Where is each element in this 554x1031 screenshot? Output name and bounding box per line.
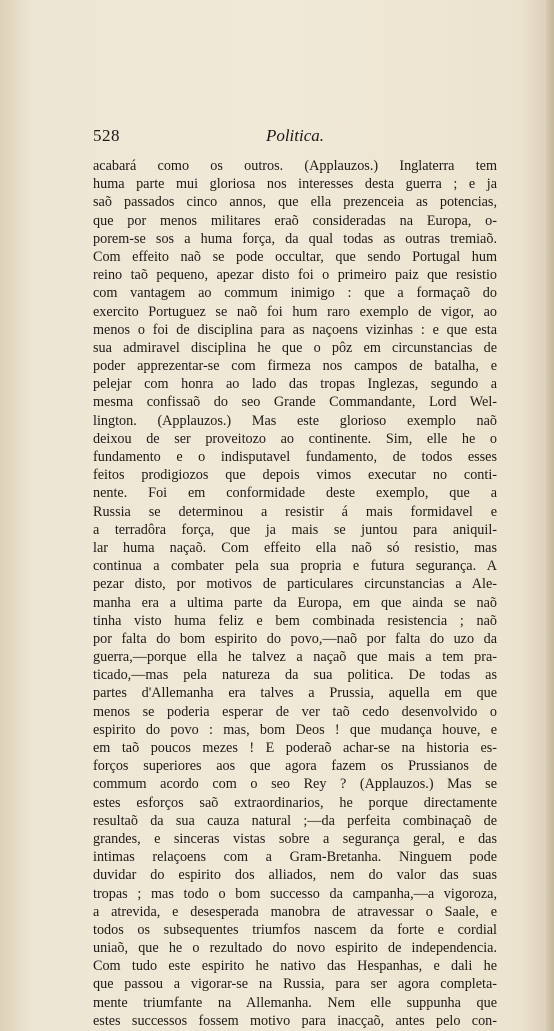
text-line: estes esforços saõ extraordinarios, he porque directamente — [93, 794, 497, 811]
text-line: poder apprezentar-se com firmeza nos campos de batalha, e — [93, 358, 497, 375]
body-text — [93, 157, 497, 1030]
text-line: intimas relaçoens com a Gram-Bretanha. Ninguem pode — [93, 849, 497, 866]
page-edge-shadow — [546, 0, 554, 1031]
text-line: com vantagem ao commum inimigo : que a formaçaõ do — [93, 285, 497, 302]
text-line: partes d'Allemanha era talves a Prussia, aquella em que — [93, 685, 497, 702]
text-line: guerra,—porque ella he talvez a naçaõ que mais a tem pra- — [93, 649, 497, 666]
text-line: que passou a vigorar-se na Russia, para ser agora completa- — [93, 976, 497, 993]
text-line: que por menos militares eraõ consideradas na Europa, o- — [93, 212, 497, 229]
text-line: reino taõ pequeno, apezar disto foi o primeiro paiz que resistio — [93, 267, 497, 284]
text-line: em taõ poucos mezes ! E poderaõ achar-se na historia es- — [93, 740, 497, 756]
text-line: feitos prodigiozos que depois vimos executar no conti- — [93, 467, 497, 484]
running-head — [93, 126, 497, 148]
text-line: lar huma naçaõ. Com effeito ella naõ só resistio, mas — [93, 539, 497, 556]
page-number: 528 — [93, 126, 120, 145]
text-line: tropas ; mas todo o bom successo da campanha,—a vigoroza, — [93, 885, 497, 902]
text-line: mente triumfante na Allemanha. Nem elle suppunha que — [93, 994, 497, 1011]
text-line: mesma confissaõ do seo Grande Commandante, Lord Wel- — [93, 394, 497, 411]
text-line: tinha visto huma feliz e bem combinada resistencia ; naõ — [93, 612, 497, 629]
text-line: pelejar com honra ao lado das tropas Inglezas, segundo a — [93, 376, 497, 393]
text-line: Russia se determinou a resistir á mais formidavel e — [93, 503, 497, 520]
text-line: continua a combater pela sua propria e futura segurança. A — [93, 558, 497, 575]
text-line: ticado,—mas pela natureza da sua politica. De todas as — [93, 667, 497, 684]
text-line: deixou de ser proveitozo ao continente. Sim, elle he o — [93, 430, 497, 447]
text-line: menos o foi de disciplina para as naçoens vizinhas : e que esta — [93, 321, 497, 338]
text-line: nente. Foi em conformidade deste exemplo, que a — [93, 485, 497, 502]
text-line: sua admiravel disciplina he que o pôz em circunstancias de — [93, 339, 497, 356]
text-line: estes successos fossem motivo para inacçaõ, antes pelo con- — [93, 1012, 497, 1029]
text-line: huma parte mui gloriosa nos interesses desta guerra ; e ja — [93, 176, 497, 193]
text-line: resultaõ da sua cauza natural ;—da perfeita combinaçaõ de — [93, 812, 497, 829]
text-line: por falta do bom espirito do povo,—naõ por falta do uzo da — [93, 630, 497, 647]
text-line: lington. (Applauzos.) Mas este glorioso exemplo naõ — [93, 412, 497, 429]
text-line: todos os subsequentes triumfos nascem da forte e cordial — [93, 921, 497, 938]
text-line: uniaõ, que he o rezultado do novo espirito de independencia. — [93, 940, 497, 957]
text-line: porem-se sos a huma força, da qual todas as outras tremiaõ. — [93, 230, 497, 247]
running-title: Politica. — [265, 126, 325, 145]
text-line: Com effeito naõ se pode occultar, que sendo Portugal hum — [93, 248, 497, 265]
text-line: menos se poderia esperar de ver taõ cedo desenvolvido o — [93, 703, 497, 720]
text-line: grandes, e sinceras vistas sobre a segurança geral, e das — [93, 830, 497, 847]
text-line: exercito Portuguez se naõ foi hum raro exemplo de vigor, ao — [93, 303, 497, 320]
text-line: manha era a ultima parte da Europa, em que ainda se naõ — [93, 594, 497, 611]
text-line: fundamento e o indisputavel fundamento, de todos esses — [93, 449, 497, 465]
text-line: espirito do povo : mas, bom Deos ! que mudança houve, e — [93, 721, 497, 738]
text-line: commum acordo com o seo Rey ? (Applauzos.) Mas se — [93, 776, 497, 793]
text-line: a terradôra força, que ja mais se juntou para aniquil- — [93, 521, 497, 538]
text-line: pezar disto, por motivos de particulares circunstancias a Ale- — [93, 576, 497, 593]
text-line: acabará como os outros. (Applauzos.) Inglaterra tem — [93, 158, 497, 174]
text-line: a atrevida, e desesperada manobra de atravessar o Saale, e — [93, 903, 497, 920]
text-line: Com tudo este espirito he nativo das Hespanhas, e dali he — [93, 958, 497, 975]
text-line: saõ passados cinco annos, que ella prezenceia as potencias, — [93, 194, 497, 211]
text-line: forços superiores aos que agora fazem os Prussianos de — [93, 758, 497, 775]
text-line: duvidar do espirito dos alliados, nem do valor das suas — [93, 867, 497, 884]
